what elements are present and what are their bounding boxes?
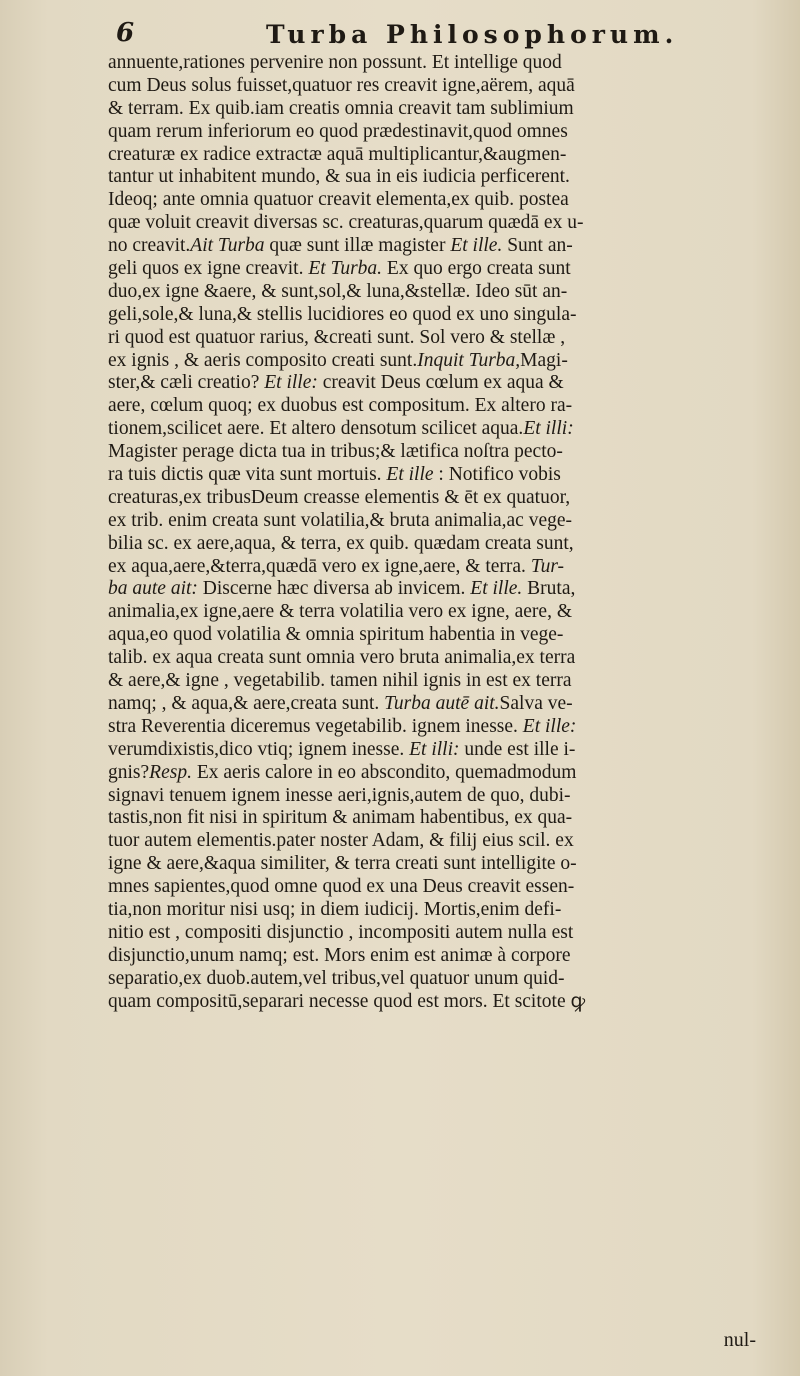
text-segment: creaturas,ex tribusDeum creasse elementis & ēt ex quatuor, bbox=[108, 486, 571, 508]
text-segment: duo,ex igne &aere, & sunt,sol,& luna,&stellæ. Ideo sūt an- bbox=[108, 280, 568, 302]
text-line bbox=[108, 510, 770, 533]
text-line bbox=[108, 968, 770, 991]
text-line bbox=[108, 556, 770, 579]
italic-text-segment: Et illi: bbox=[409, 738, 460, 760]
text-segment: geli quos ex igne creavit. bbox=[108, 258, 309, 280]
text-segment: signavi tenuem ignem inesse aeri,ignis,autem de quo, dubi- bbox=[108, 784, 571, 806]
italic-text-segment: Et ille: bbox=[522, 715, 577, 737]
text-segment: : Notifico vobis bbox=[433, 464, 561, 486]
text-line bbox=[108, 189, 770, 212]
text-segment: igne & aere,&aqua similiter, & terra creati sunt intelligite o- bbox=[108, 853, 577, 875]
text-segment: ster,& cæli creatio? bbox=[108, 372, 265, 394]
text-line bbox=[108, 899, 770, 922]
text-line bbox=[108, 166, 770, 189]
text-line bbox=[108, 418, 770, 441]
text-line bbox=[108, 235, 770, 258]
text-segment: ex ignis , & aeris composito creati sunt. bbox=[108, 349, 418, 371]
text-line bbox=[108, 144, 770, 167]
text-line bbox=[108, 739, 770, 762]
text-segment: Magi- bbox=[520, 349, 568, 371]
text-segment: Bruta, bbox=[522, 578, 576, 600]
text-segment: ra tuis dictis quæ vita sunt mortuis. bbox=[108, 464, 387, 486]
text-segment: no creavit. bbox=[108, 235, 191, 257]
text-line bbox=[108, 945, 770, 968]
text-line bbox=[108, 75, 770, 98]
text-line bbox=[108, 762, 770, 785]
italic-text-segment: Inquit Turba, bbox=[417, 349, 521, 371]
text-line bbox=[108, 647, 770, 670]
italic-text-segment: Et ille: bbox=[264, 372, 318, 394]
text-segment: separatio,ex duob.autem,vel tribus,vel quatuor unum quid- bbox=[108, 967, 565, 989]
text-line bbox=[108, 807, 770, 830]
body-text bbox=[108, 52, 770, 1013]
italic-text-segment: Turba autē ait. bbox=[384, 692, 500, 714]
text-segment: Ex aeris calore in eo abscondito, quemadmodum bbox=[191, 761, 577, 783]
text-segment: Sunt an- bbox=[502, 235, 573, 257]
text-line bbox=[108, 785, 770, 808]
text-segment: verumdixistis,dico vtiq; ignem inesse. bbox=[108, 738, 410, 760]
italic-text-segment: Et illi: bbox=[523, 418, 574, 440]
text-line bbox=[108, 98, 770, 121]
text-line bbox=[108, 693, 770, 716]
text-segment: Salva ve- bbox=[499, 692, 573, 714]
italic-text-segment: ba aute ait: bbox=[108, 578, 198, 600]
text-line bbox=[108, 327, 770, 350]
text-line bbox=[108, 624, 770, 647]
text-segment: annuente,rationes pervenire non possunt. Et intellige quod bbox=[108, 52, 562, 73]
text-segment: Ideoq; ante omnia quatuor creavit elementa,ex quib. postea bbox=[108, 189, 569, 211]
text-line bbox=[108, 533, 770, 556]
italic-text-segment: Et Turba. bbox=[308, 258, 383, 280]
text-segment: & aere,& igne , vegetabilib. tamen nihil ignis in est ex terra bbox=[108, 670, 572, 692]
text-segment: & terram. Ex quib.iam creatis omnia creavit tam sublimium bbox=[108, 97, 574, 119]
italic-text-segment: Resp. bbox=[149, 761, 192, 783]
text-segment: creavit Deus cœlum ex aqua & bbox=[317, 372, 564, 394]
text-segment: animalia,ex igne,aere & terra volatilia vero ex igne, aere, & bbox=[108, 601, 572, 623]
running-title: Turba Philosophorum. bbox=[266, 20, 679, 49]
text-segment: tastis,non fit nisi in spiritum & animam habentibus, ex qua- bbox=[108, 807, 573, 829]
text-line bbox=[108, 876, 770, 899]
text-segment: quæ voluit creavit diversas sc. creaturas,quarum quædā ex u- bbox=[108, 212, 584, 234]
text-segment: ri quod est quatuor rarius, &creati sunt. Sol vero & stellæ , bbox=[108, 326, 566, 348]
text-segment: namq; , & aqua,& aere,creata sunt. bbox=[108, 692, 385, 714]
page-number: 6 bbox=[116, 18, 135, 48]
text-line bbox=[108, 670, 770, 693]
text-line bbox=[108, 212, 770, 235]
italic-text-segment: Et ille. bbox=[450, 235, 503, 257]
text-segment: stra Reverentia diceremus vegetabilib. ignem inesse. bbox=[108, 715, 523, 737]
text-segment: cum Deus solus fuisset,quatuor res creavit igne,aërem, aquā bbox=[108, 74, 575, 96]
text-line bbox=[108, 464, 770, 487]
text-segment: tionem,scilicet aere. Et altero densotum scilicet aqua. bbox=[108, 418, 524, 440]
text-segment: quam rerum inferiorum eo quod prædestinavit,quod omnes bbox=[108, 120, 568, 142]
text-segment: aqua,eo quod volatilia & omnia spiritum habentia in vege- bbox=[108, 624, 564, 646]
text-segment: creaturæ ex radice extractæ aquā multiplicantur,&augmen- bbox=[108, 143, 567, 165]
italic-text-segment: Ait Turba bbox=[190, 235, 265, 257]
text-segment: quæ sunt illæ magister bbox=[264, 235, 451, 257]
text-line bbox=[108, 991, 770, 1014]
text-segment: bilia sc. ex aere,aqua, & terra, ex quib. quædam creata sunt, bbox=[108, 532, 574, 554]
text-line bbox=[108, 395, 770, 418]
text-segment: ex trib. enim creata sunt volatilia,& bruta animalia,ac vege- bbox=[108, 509, 573, 531]
text-line bbox=[108, 258, 770, 281]
text-line bbox=[108, 350, 770, 373]
text-line bbox=[108, 441, 770, 464]
italic-text-segment: Et ille. bbox=[470, 578, 523, 600]
text-line bbox=[108, 830, 770, 853]
text-segment: tuor autem elementis.pater noster Adam, & filij eius scil. ex bbox=[108, 830, 574, 852]
text-line bbox=[108, 372, 770, 395]
text-line bbox=[108, 487, 770, 510]
text-line bbox=[108, 281, 770, 304]
text-segment: unde est ille i- bbox=[459, 738, 576, 760]
text-segment: disjunctio,unum namq; est. Mors enim est animæ à corpore bbox=[108, 944, 571, 966]
italic-text-segment: Tur- bbox=[530, 555, 565, 577]
text-segment: ex aqua,aere,&terra,quædā vero ex igne,aere, & terra. bbox=[108, 555, 531, 577]
text-segment: Magister perage dicta tua in tribus;& lætifica noſtra pecto- bbox=[108, 441, 563, 463]
text-segment: aere, cœlum quoq; ex duobus est compositum. Ex altero ra- bbox=[108, 395, 573, 417]
text-segment: gnis? bbox=[108, 761, 150, 783]
text-segment: mnes sapientes,quod omne quod ex una Deus creavit essen- bbox=[108, 876, 575, 898]
text-line bbox=[108, 52, 770, 75]
text-segment: nitio est , compositi disjunctio , incompositi autem nulla est bbox=[108, 921, 574, 943]
text-line bbox=[108, 304, 770, 327]
text-segment: Discerne hæc diversa ab invicem. bbox=[197, 578, 471, 600]
text-line bbox=[108, 121, 770, 144]
text-line bbox=[108, 922, 770, 945]
text-segment: tia,non moritur nisi usq; in diem iudicij. Mortis,enim defi- bbox=[108, 898, 562, 920]
text-segment: talib. ex aqua creata sunt omnia vero bruta animalia,ex terra bbox=[108, 647, 576, 669]
text-line bbox=[108, 601, 770, 624]
text-segment: geli,sole,& luna,& stellis lucidiores eo quod ex uno singula- bbox=[108, 303, 577, 325]
text-segment: Ex quo ergo creata sunt bbox=[382, 258, 571, 280]
italic-text-segment: Et ille bbox=[386, 464, 434, 486]
catchword: nul- bbox=[723, 1329, 756, 1351]
text-segment: tantur ut inhabitent mundo, & sua in eis iudicia perficerent. bbox=[108, 166, 570, 188]
text-line bbox=[108, 853, 770, 876]
text-line bbox=[108, 716, 770, 739]
text-segment: quam compositū,separari necesse quod est mors. Et scitote ꝙ bbox=[108, 990, 586, 1012]
text-line bbox=[108, 578, 770, 601]
